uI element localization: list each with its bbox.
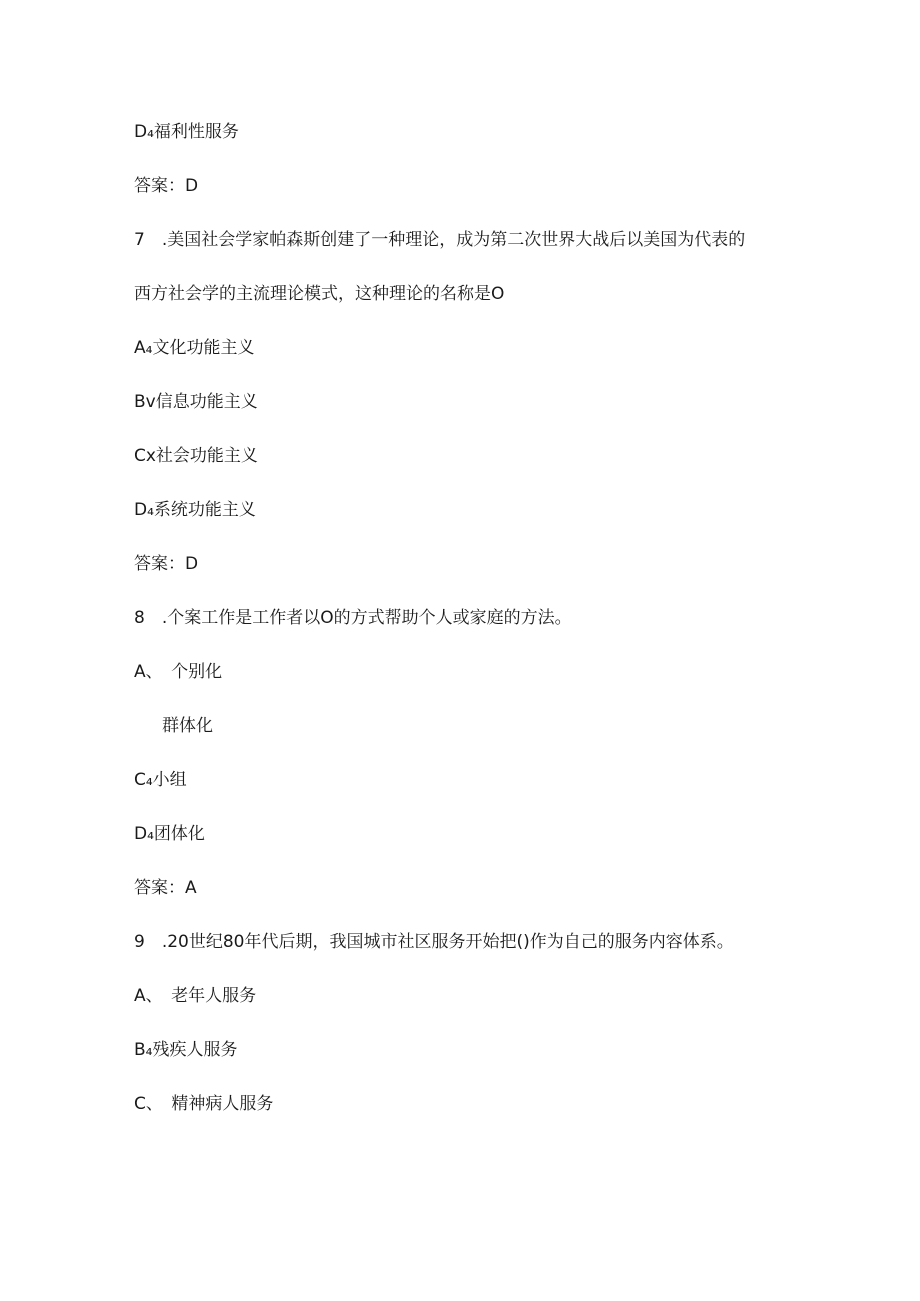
option-a: A、 个别化 bbox=[134, 662, 223, 682]
option-a: A₄文化功能主义 bbox=[134, 338, 255, 358]
option-d-welfare-service: D₄福利性服务 bbox=[134, 122, 239, 142]
answer-line: 答案：D bbox=[134, 176, 199, 196]
question-7-line-2: 西方社会学的主流理论模式，这种理论的名称是O bbox=[134, 284, 505, 304]
question-7-line-1: 7 .美国社会学家帕森斯创建了一种理论，成为第二次世界大战后以美国为代表的 bbox=[134, 230, 746, 250]
option-a: A、 老年人服务 bbox=[134, 986, 257, 1006]
option-c: C、 精神病人服务 bbox=[134, 1094, 274, 1114]
option-c: C₄小组 bbox=[134, 770, 187, 790]
option-b: B₄残疾人服务 bbox=[134, 1040, 238, 1060]
option-d: D₄系统功能主义 bbox=[134, 500, 256, 520]
option-d: D₄团体化 bbox=[134, 824, 205, 844]
answer-line: 答案：D bbox=[134, 554, 199, 574]
option-b: Bv信息功能主义 bbox=[134, 392, 258, 412]
question-8: 8 .个案工作是工作者以O的方式帮助个人或家庭的方法。 bbox=[134, 608, 572, 628]
question-9: 9 .20世纪80年代后期，我国城市社区服务开始把()作为自己的服务内容体系。 bbox=[134, 932, 734, 952]
option-b: 群体化 bbox=[162, 716, 213, 736]
option-c: Cx社会功能主义 bbox=[134, 446, 258, 466]
answer-line: 答案：A bbox=[134, 878, 197, 898]
